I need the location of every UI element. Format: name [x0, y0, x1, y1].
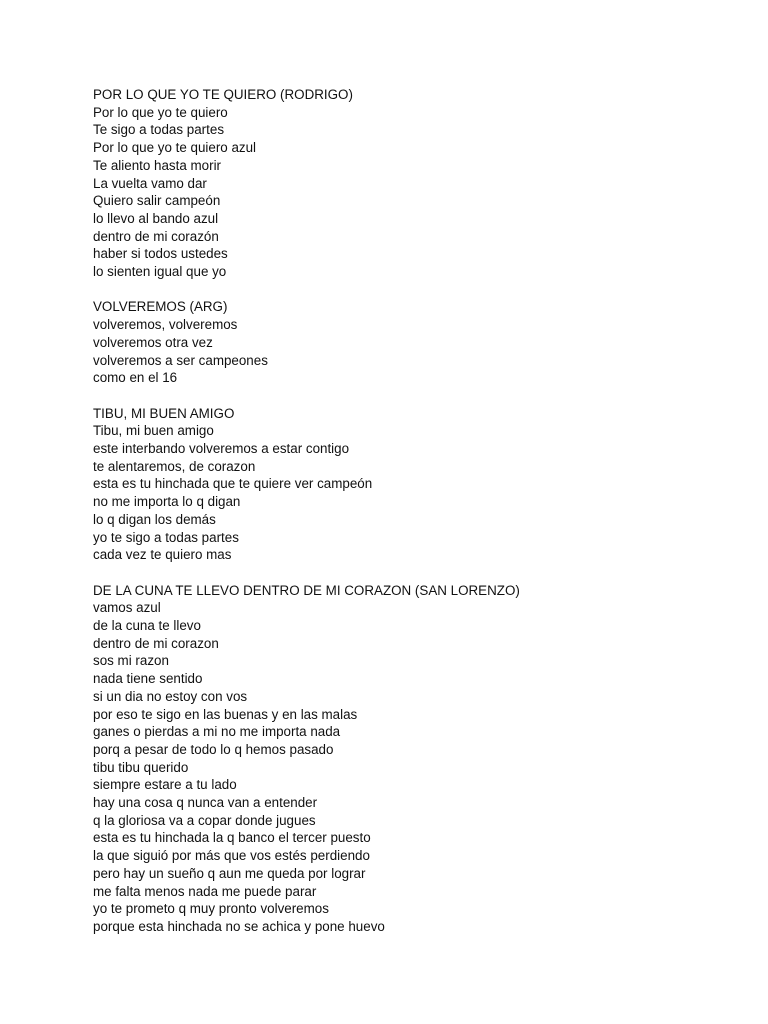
song-title: TIBU, MI BUEN AMIGO: [93, 405, 235, 421]
lyric-line: Por lo que yo te quiero azul: [93, 140, 257, 156]
lyric-line: Te sigo a todas partes: [93, 122, 225, 138]
lyric-line: vamos azul: [93, 600, 161, 616]
lyric-line: dentro de mi corazon: [93, 635, 219, 651]
lyric-line: porq a pesar de todo lo q hemos pasado: [93, 741, 334, 757]
lyric-line: porque esta hinchada no se achica y pone huevo: [93, 919, 385, 934]
song-2: [93, 298, 733, 387]
song-title: VOLVEREMOS (ARG): [93, 299, 228, 315]
lyric-line: Tibu, mi buen amigo: [93, 423, 214, 439]
lyric-line: q la gloriosa va a copar donde jugues: [93, 812, 316, 828]
lyric-line: volveremos a ser campeones: [93, 352, 268, 368]
lyric-line: lo q digan los demás: [93, 511, 216, 527]
lyric-line: hay una cosa q nunca van a entender: [93, 795, 318, 811]
lyric-line: volveremos, volveremos: [93, 317, 238, 333]
lyric-line: Quiero salir campeón: [93, 193, 221, 209]
lyric-line: tibu tibu querido: [93, 759, 189, 775]
song-title: POR LO QUE YO TE QUIERO (RODRIGO): [93, 87, 353, 102]
lyric-line: siempre estare a tu lado: [93, 777, 237, 793]
lyric-line: dentro de mi corazón: [93, 228, 219, 244]
song-3: [93, 405, 733, 564]
lyric-line: volveremos otra vez: [93, 334, 213, 350]
lyric-line: ganes o pierdas a mi no me importa nada: [93, 724, 341, 740]
lyric-line: si un dia no estoy con vos: [93, 688, 248, 704]
lyric-line: la que siguió por más que vos estés perdiendo: [93, 848, 370, 864]
lyric-line: este interbando volveremos a estar contigo: [93, 441, 350, 457]
lyric-line: por eso te sigo en las buenas y en las malas: [93, 706, 358, 722]
song-1: [93, 86, 733, 281]
song-4: [93, 582, 733, 936]
lyric-line: Por lo que yo te quiero: [93, 104, 228, 120]
lyric-line: lo sienten igual que yo: [93, 264, 227, 280]
lyric-line: cada vez te quiero mas: [93, 547, 232, 563]
lyric-line: Te aliento hasta morir: [93, 157, 222, 173]
document-page: [93, 86, 733, 953]
lyric-line: me falta menos nada me puede parar: [93, 883, 317, 899]
lyric-line: de la cuna te llevo: [93, 618, 201, 634]
lyric-line: yo te prometo q muy pronto volveremos: [93, 901, 329, 917]
lyric-line: nada tiene sentido: [93, 671, 203, 687]
lyric-line: sos mi razon: [93, 653, 169, 669]
lyric-line: esta es tu hinchada que te quiere ver campeón: [93, 476, 373, 492]
lyric-line: te alentaremos, de corazon: [93, 458, 256, 474]
lyric-line: como en el 16: [93, 370, 178, 386]
lyric-line: esta es tu hinchada la q banco el tercer puesto: [93, 830, 371, 846]
lyric-line: no me importa lo q digan: [93, 494, 241, 510]
lyric-line: lo llevo al bando azul: [93, 210, 219, 226]
lyric-line: haber si todos ustedes: [93, 246, 228, 262]
lyric-line: La vuelta vamo dar: [93, 175, 207, 191]
song-title: DE LA CUNA TE LLEVO DENTRO DE MI CORAZON (SAN LORENZO): [93, 582, 520, 598]
lyric-line: pero hay un sueño q aun me queda por lograr: [93, 865, 366, 881]
lyric-line: yo te sigo a todas partes: [93, 529, 239, 545]
